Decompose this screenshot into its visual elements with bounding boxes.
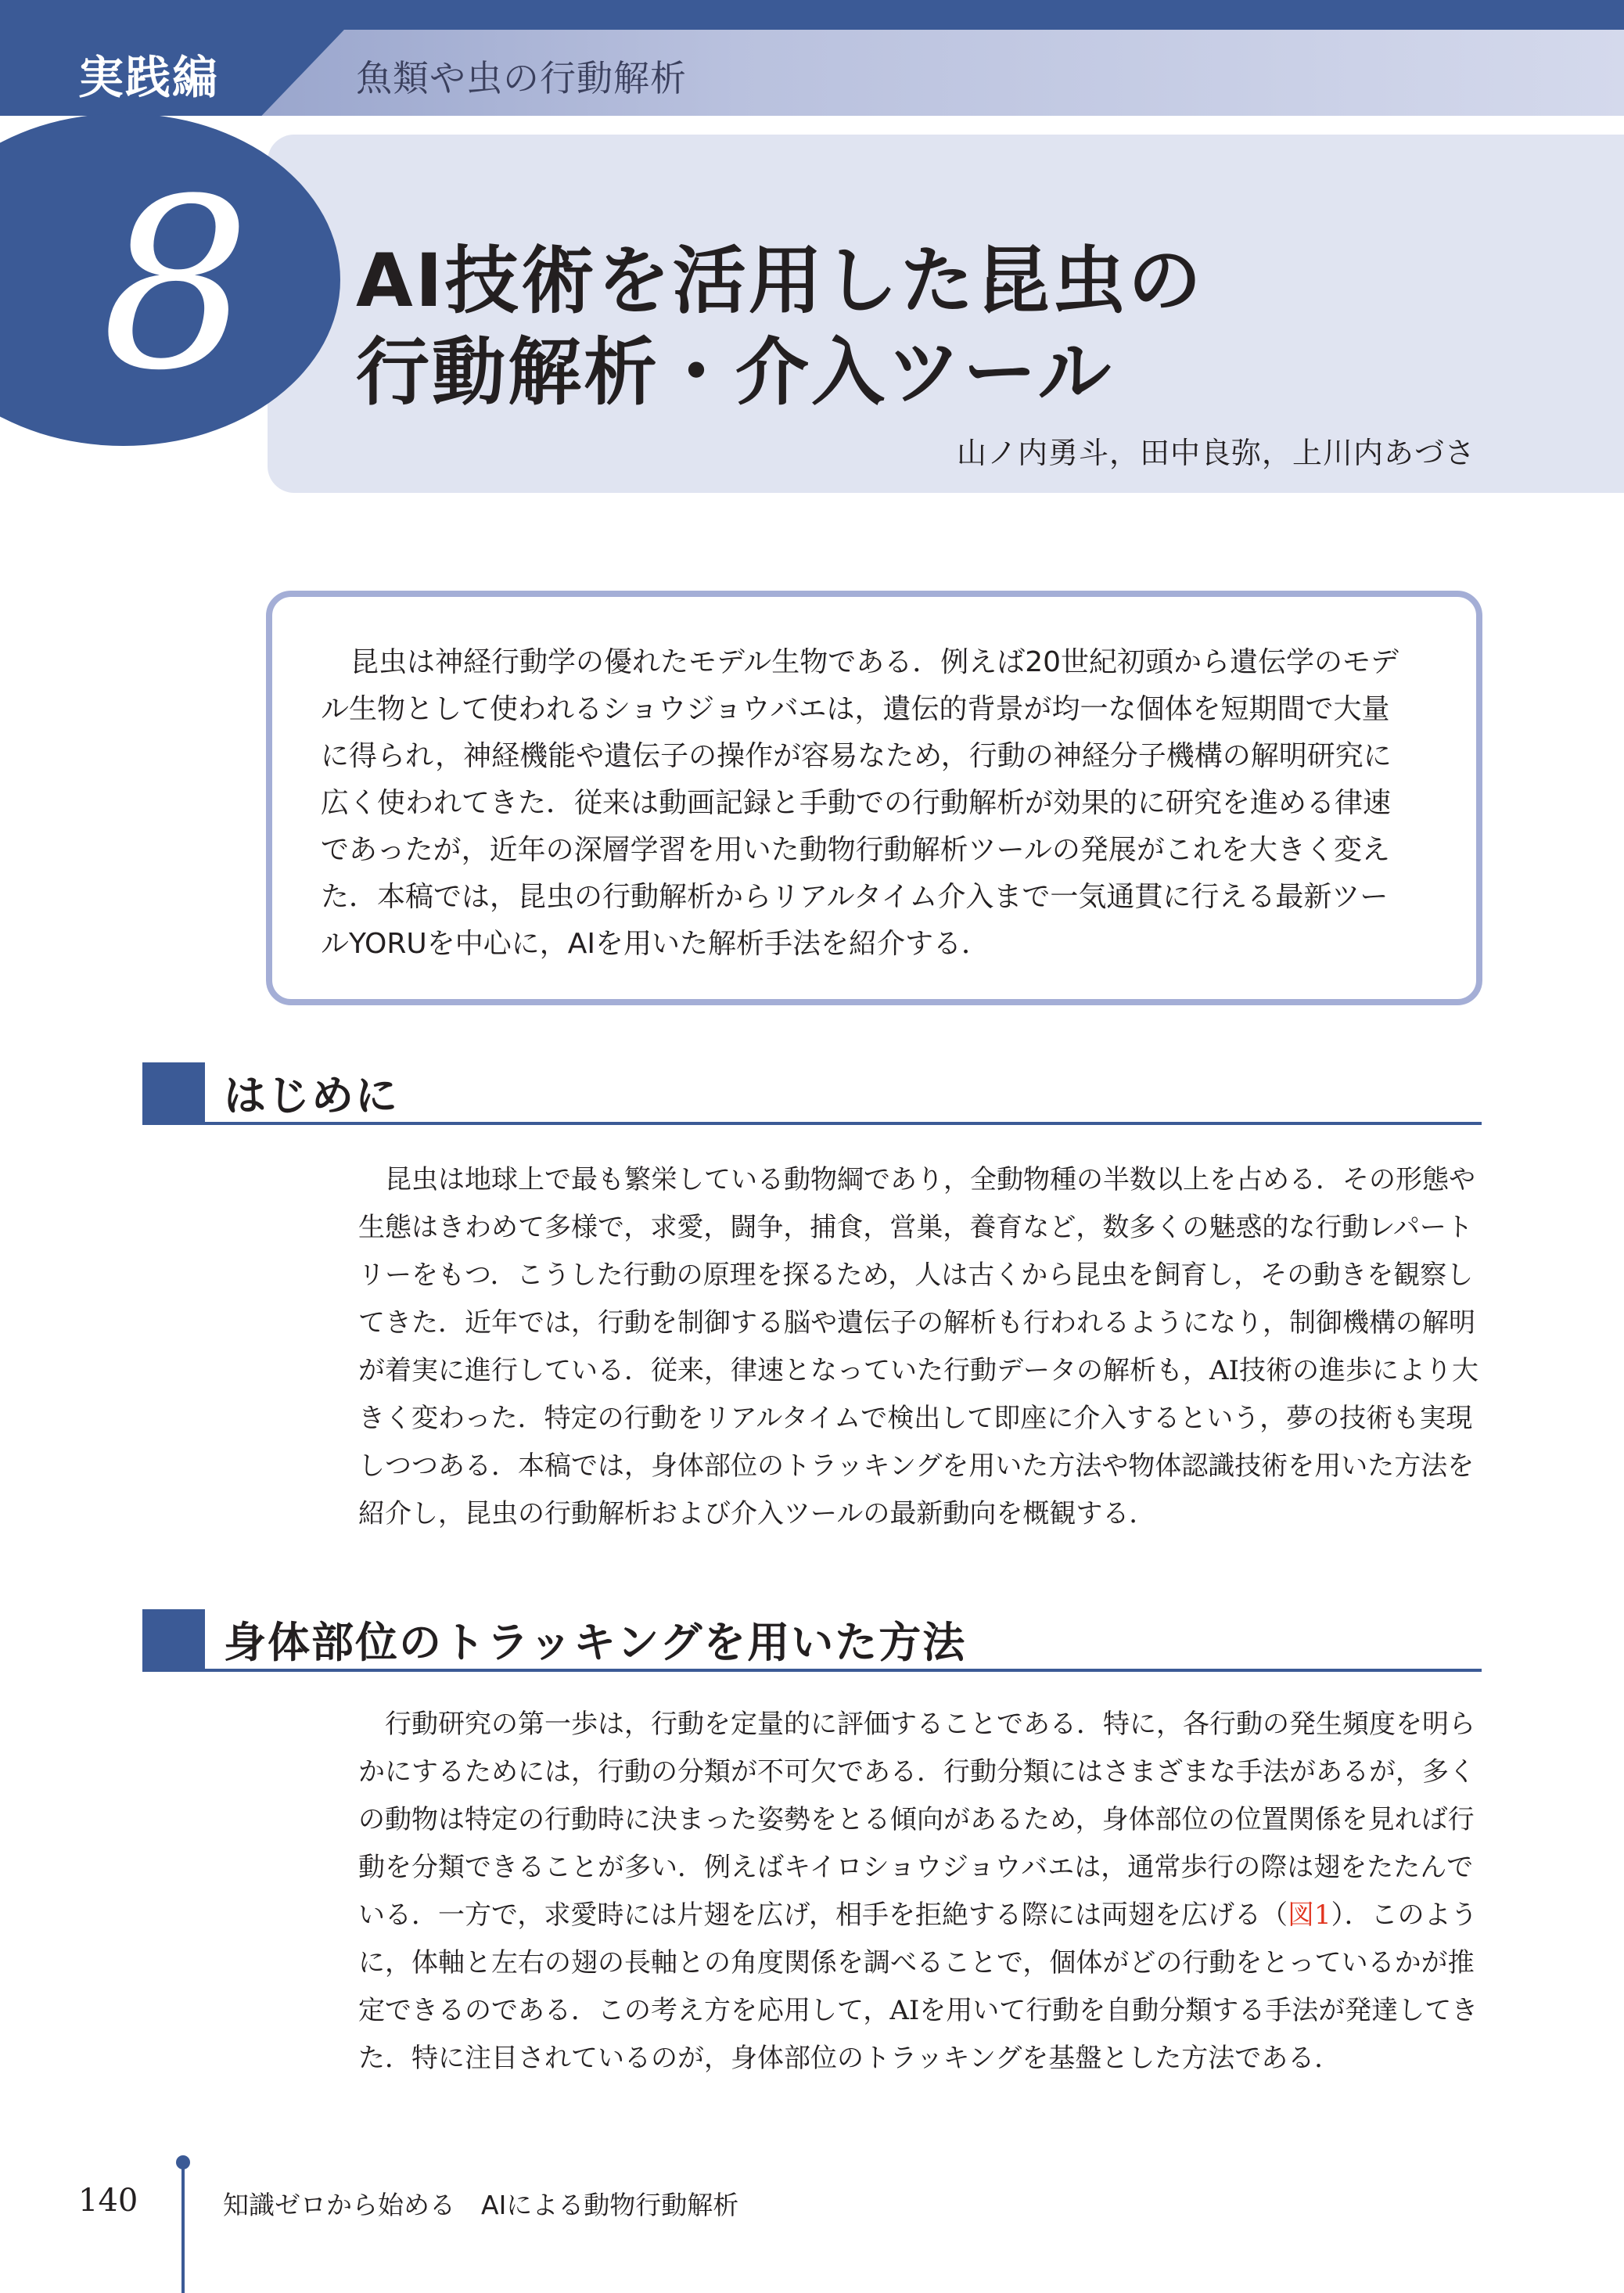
top-color-band [0, 0, 1624, 30]
body-line: かにするためには，行動の分類が不可欠である．行動分類にはさまざまな手法があるが，多く [358, 1756, 1475, 1788]
body-line: に，体軸と左右の翅の長軸との角度関係を調べることで，個体がどの行動をとっているかが推 [358, 1947, 1475, 1979]
footer-rule [181, 2163, 185, 2293]
body-line: しつつある．本稿では，身体部位のトラッキングを用いた方法や物体認識技術を用いた方法を [358, 1450, 1475, 1482]
section-heading: はじめに [224, 1071, 399, 1120]
section-heading: 身体部位のトラッキングを用いた方法 [224, 1618, 967, 1667]
body-line: 紹介し，昆虫の行動解析および介入ツールの最新動向を概観する． [358, 1498, 1156, 1529]
body-line: 行動研究の第一歩は，行動を定量的に評価することである．特に，各行動の発生頻度を明ら [385, 1709, 1475, 1740]
body-line: 昆虫は地球上で最も繁栄している動物綱であり，全動物種の半数以上を占める．その形態や [385, 1164, 1475, 1195]
body-text: いる．一方で，求愛時には片翅を広げ，相手を拒絶する際には両翅を広げる（ [358, 1899, 1288, 1931]
body-line: 定できるのである．この考え方を応用して，AIを用いて行動を自動分類する手法が発達してき [358, 1995, 1478, 2026]
body-line: 動を分類できることが多い．例えばキイロショウジョウバエは，通常歩行の際は翅をたたんで [358, 1852, 1474, 1883]
abstract-line: に得られ，神経機能や遺伝子の操作が容易なため，行動の神経分子機構の解明研究に [321, 740, 1392, 772]
body-line: 生態はきわめて多様で，求愛，闘争，捕食，営巣，養育など，数多くの魅惑的な行動レパート [358, 1212, 1473, 1243]
chapter-title-line-2: 行動解析・介入ツール [356, 330, 1114, 415]
body-line: きく変わった．特定の行動をリアルタイムで検出して即座に介入するという，夢の技術も実現 [358, 1403, 1473, 1434]
abstract-line: 広く使われてきた．従来は動画記録と手動での行動解析が効果的に研究を進める律速 [321, 787, 1392, 819]
abstract-line: た．本稿では，昆虫の行動解析からリアルタイム介入まで一気通貫に行える最新ツー [321, 881, 1389, 913]
abstract-line: ルYORUを中心に，AIを用いた解析手法を紹介する． [321, 928, 990, 960]
abstract-line: ル生物として使われるショウジョウバエは，遺伝的背景が均一な個体を短期間で大量 [321, 693, 1390, 725]
body-line: の動物は特定の行動時に決まった姿勢をとる傾向があるため，身体部位の位置関係を見れば行 [358, 1804, 1475, 1835]
section-heading-marker [142, 1062, 205, 1123]
body-text: ）．このよう [1331, 1899, 1478, 1931]
abstract-line: であったが，近年の深層学習を用いた動物行動解析ツールの発展がこれを大きく変え [321, 834, 1390, 866]
abstract-line: 昆虫は神経行動学の優れたモデル生物である．例えば20世紀初頭から遺伝学のモデ [350, 646, 1399, 678]
authors: 山ノ内勇斗，田中良弥，上川内あづさ [956, 436, 1475, 470]
chapter-title-line-1: AI技術を活用した昆虫の [356, 239, 1204, 324]
figure-reference-link[interactable]: 図1 [1287, 1899, 1331, 1931]
body-line: リーをもつ．こうした行動の原理を探るため，人は古くから昆虫を飼育し，その動きを観察し [358, 1260, 1474, 1291]
page-number: 140 [78, 2183, 138, 2219]
body-line: てきた．近年では，行動を制御する脳や遺伝子の解析も行われるようになり，制御機構の解明 [358, 1307, 1475, 1339]
section-heading-marker [142, 1609, 205, 1670]
category-label: 魚類や虫の行動解析 [356, 57, 687, 99]
body-line: た．特に注目されているのが，身体部位のトラッキングを基盤とした方法である． [358, 2043, 1342, 2074]
book-title: 知識ゼロから始める AIによる動物行動解析 [223, 2190, 739, 2220]
footer-dot [176, 2155, 190, 2169]
chapter-number: 8 [101, 149, 251, 422]
body-line: が着実に進行している．従来，律速となっていた行動データの解析も，AI技術の進歩により大 [358, 1355, 1478, 1386]
body-line [358, 1893, 1478, 1932]
section-label: 実践編 [78, 51, 220, 104]
